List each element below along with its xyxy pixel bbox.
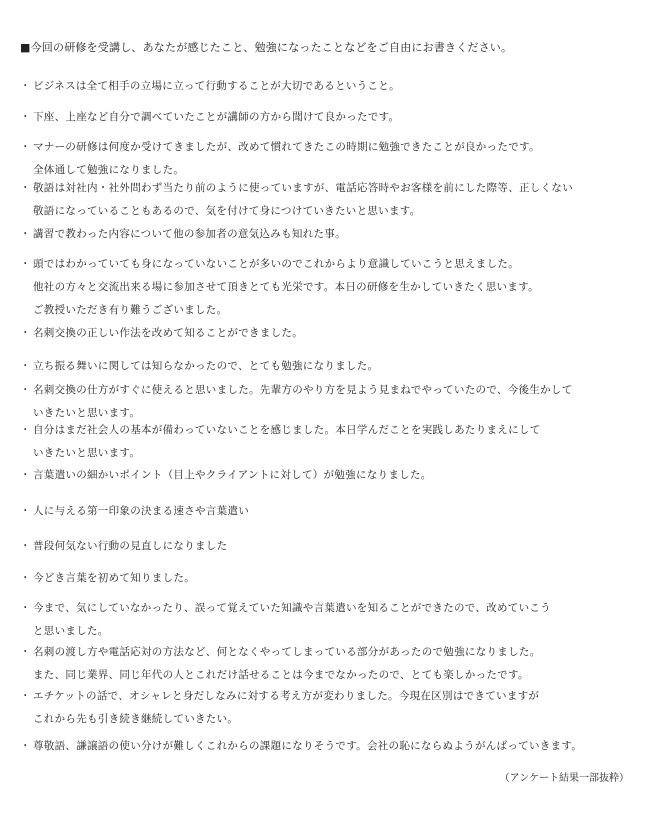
bullet-mark: ・ <box>20 141 31 153</box>
bullet-mark: ・ <box>20 690 31 702</box>
comment-item <box>20 322 650 345</box>
bullet-mark: ・ <box>20 469 31 481</box>
comment-line: 言葉遣いの細かいポイント（目上やクライアントに対して）が勉強になりました。 <box>33 469 432 481</box>
comment-line: 人に与える第一印象の決まる速さや言葉遣い <box>33 505 249 517</box>
comment-line: と思いました。 <box>33 625 109 637</box>
comment-line: いきたいと思います。 <box>33 407 141 419</box>
bullet-mark: ・ <box>20 80 31 92</box>
comment-line: また、同じ業界、同じ年代の人とこれだけ話せることは今までなかったので、とても楽しかったです。 <box>33 669 529 681</box>
bullet-mark: ・ <box>20 360 31 372</box>
comment-line: マナーの研修は何度か受けてきましたが、改めて慣れてきたこの時期に勉強できたことが良かったです。 <box>33 141 540 153</box>
comment-line: 今まで、気にしていなかったり、誤って覚えていた知識や言葉遣いを知ることができたので、改めていこう <box>33 602 551 614</box>
comment-line: 名刺交換の仕方がすぐに使えると思いました。先輩方のやり方を見よう見まねでやっていたので、今後生かして <box>33 384 573 396</box>
comment-line: 名刺の渡し方や電話応対の方法など、何となくやってしまっている部分があったので勉強になりました。 <box>33 646 541 658</box>
comment-item <box>20 735 650 758</box>
page-heading: ■今回の研修を受講し、あなたが感じたこと、勉強になったことなどをご自由にお書きください。 <box>20 41 513 54</box>
footer-note: （アンケート結果一部抜粋） <box>499 773 629 784</box>
comment-item <box>20 641 650 687</box>
bullet-mark: ・ <box>20 540 31 552</box>
bullet-mark: ・ <box>20 258 31 270</box>
comment-item <box>20 685 650 731</box>
bullet-mark: ・ <box>20 646 31 658</box>
comment-line: 講習で教わった内容について他の参加者の意気込みも知れた事。 <box>33 228 346 240</box>
bullet-mark: ・ <box>20 505 31 517</box>
comment-item <box>20 597 650 643</box>
comment-item <box>20 223 650 246</box>
comment-line: これから先も引き続き継続していきたい。 <box>33 713 239 725</box>
bullet-mark: ・ <box>20 182 31 194</box>
comment-line: 他社の方々と交流出来る場に参加させて頂きとても光栄です。本日の研修を生かしていきたく思います。 <box>33 281 539 293</box>
comment-item <box>20 535 650 558</box>
bullet-mark: ・ <box>20 327 31 339</box>
comment-item <box>20 106 650 129</box>
comment-line: いきたいと思います。 <box>33 447 141 459</box>
comment-line: 全体通して勉強になりました。 <box>33 164 185 176</box>
comment-item <box>20 177 650 223</box>
bullet-mark: ・ <box>20 384 31 396</box>
bullet-mark: ・ <box>20 572 31 584</box>
comment-item <box>20 355 650 378</box>
comment-item <box>20 567 650 590</box>
comment-line: 下座、上座など自分で調べていたことが講師の方から聞けて良かったです。 <box>33 111 400 123</box>
comment-line: 頭ではわかっていても身になっていないことが多いのでこれからより意識していこうと思えました。 <box>33 258 519 270</box>
comment-line: 敬語は対社内・社外問わず当たり前のように使っていますが、電話応答時やお客様を前にした際等、正しくない <box>33 182 573 194</box>
comment-line: ご教授いただき有り難うございました。 <box>33 304 228 316</box>
bullet-mark: ・ <box>20 228 31 240</box>
comment-line: 敬語になっていることもあるので、気を付けて身につけていきたいと思います。 <box>33 205 421 217</box>
bullet-mark: ・ <box>20 602 31 614</box>
bullet-mark: ・ <box>20 424 31 436</box>
comment-line: ビジネスは全て相手の立場に立って行動することが大切であるということ。 <box>33 80 400 92</box>
comment-line: 立ち振る舞いに関しては知らなかったので、とても勉強になりました。 <box>33 360 379 372</box>
comment-line: 普段何気ない行動の見直しになりました <box>33 540 228 552</box>
comment-item <box>20 500 650 523</box>
comment-item <box>20 136 650 182</box>
bullet-mark: ・ <box>20 740 31 752</box>
comment-line: 自分はまだ社会人の基本が備わっていないことを感じました。本日学んだことを実践しあたりまえにして <box>33 424 541 436</box>
comment-line: エチケットの話で、オシャレと身だしなみに対する考え方が変わりました。今現在区別はできていますが <box>33 690 540 702</box>
comment-item <box>20 464 650 487</box>
comment-line: 今どき言葉を初めて知りました。 <box>33 572 195 584</box>
comment-line: 尊敬語、謙譲語の使い分けが難しくこれからの課題になりそうです。会社の恥にならぬようがんばっていきます。 <box>33 740 583 752</box>
comment-item <box>20 75 650 98</box>
bullet-mark: ・ <box>20 111 31 123</box>
comment-item <box>20 419 650 465</box>
comment-item <box>20 253 650 322</box>
comment-line: 名刺交換の正しい作法を改めて知ることができました。 <box>33 327 303 339</box>
